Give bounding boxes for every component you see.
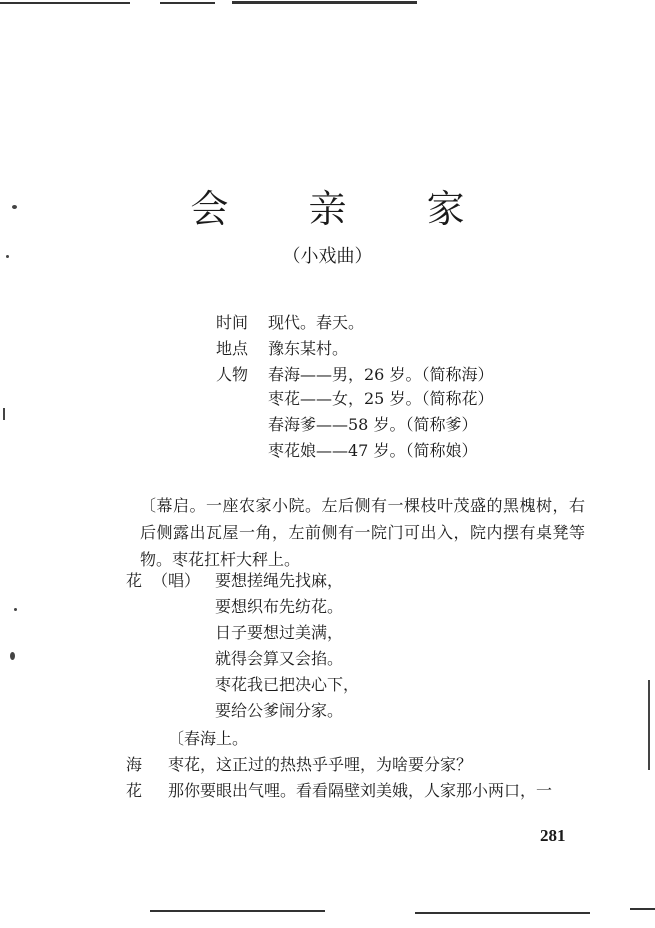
song-line: 就得会算又会掐。 bbox=[215, 649, 344, 668]
scan-edge-line bbox=[415, 912, 590, 914]
meta-label: 人物 bbox=[216, 365, 249, 384]
song-cue: （唱） bbox=[152, 571, 201, 590]
speaker-label: 海 bbox=[126, 755, 143, 774]
meta-label: 时间 bbox=[216, 313, 249, 332]
scan-speck bbox=[12, 205, 17, 209]
song-line: 要想搓绳先找麻， bbox=[215, 571, 344, 590]
play-subtitle: （小戏曲） bbox=[282, 246, 373, 267]
meta-value: 现代。春天。 bbox=[268, 313, 365, 332]
dialogue-line: 枣花，这正过的热热乎乎哩，为啥要分家？ bbox=[168, 755, 473, 774]
cast-entry: 枣花娘——47 岁。（简称娘） bbox=[268, 441, 478, 460]
scan-edge-line bbox=[0, 2, 130, 4]
cast-entry: 春海爹——58 岁。（简称爹） bbox=[268, 415, 478, 434]
scan-edge-line bbox=[232, 1, 417, 4]
page-number: 281 bbox=[540, 826, 566, 845]
song-line: 日子要想过美满， bbox=[215, 623, 344, 642]
scan-edge-line bbox=[630, 908, 655, 910]
speaker-label: 花 bbox=[126, 571, 143, 590]
scan-mark bbox=[3, 408, 5, 420]
meta-value: 豫东某村。 bbox=[268, 339, 349, 358]
scan-mark bbox=[648, 680, 650, 770]
scan-speck bbox=[10, 652, 15, 660]
cast-entry: 枣花——女，25 岁。（简称花） bbox=[268, 389, 494, 408]
stage-direction: 〔春海上。 bbox=[168, 729, 249, 748]
scan-speck bbox=[6, 255, 9, 258]
song-line: 要给公爹闹分家。 bbox=[215, 701, 344, 720]
dialogue-line: 那你要眼出气哩。看看隔壁刘美娥，人家那小两口，一 bbox=[168, 781, 553, 800]
meta-label: 地点 bbox=[216, 339, 249, 358]
stage-direction: 〔幕启。一座农家小院。左后侧有一棵枝叶茂盛的黑槐树，右后侧露出瓦屋一角，左前侧有一院门可出入，院内摆有桌凳等物。枣花扛杆大秤上。 bbox=[140, 496, 585, 569]
scan-edge-line bbox=[150, 910, 325, 912]
song-line: 要想织布先纺花。 bbox=[215, 597, 344, 616]
scan-edge-line bbox=[160, 2, 215, 4]
song-line: 枣花我已把决心下， bbox=[215, 675, 360, 694]
scan-speck bbox=[14, 608, 17, 611]
play-title: 会 亲 家 bbox=[190, 187, 499, 231]
meta-value: 春海——男，26 岁。（简称海） bbox=[268, 365, 494, 384]
speaker-label: 花 bbox=[126, 781, 143, 800]
